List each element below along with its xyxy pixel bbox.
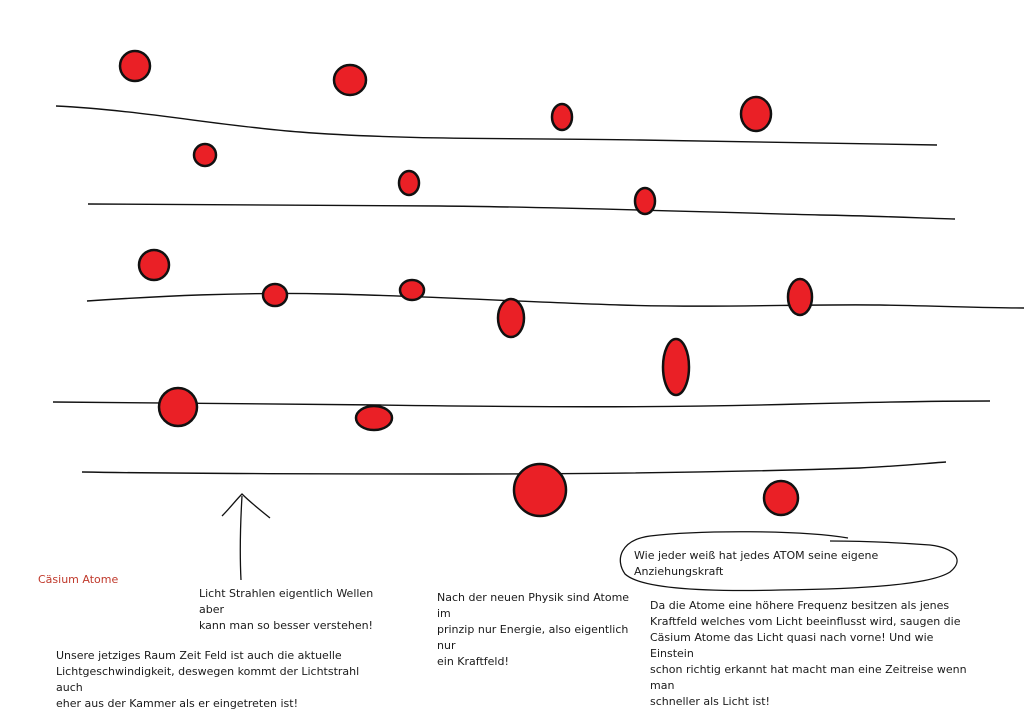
atom: [498, 299, 524, 337]
atom: [399, 171, 419, 195]
caesium-atoms-label: Cäsium Atome: [38, 573, 119, 586]
atom: [120, 51, 150, 81]
atom: [263, 284, 287, 306]
atom: [514, 464, 566, 516]
light-ray-line: [87, 293, 1024, 308]
attraction-bubble-text: Wie jeder weiß hat jedes ATOM seine eigene Anziehungskraft: [634, 549, 879, 578]
atom: [159, 388, 197, 426]
atom: [334, 65, 366, 95]
atom: [356, 406, 392, 430]
atom: [552, 104, 572, 130]
atom: [139, 250, 169, 280]
atom: [635, 188, 655, 214]
atom: [400, 280, 424, 300]
atom: [741, 97, 771, 131]
up-arrow-icon: [222, 494, 270, 580]
atom: [194, 144, 216, 166]
atom: [764, 481, 798, 515]
frequency-note: Da die Atome eine höhere Frequenz besitzen als jenes Kraftfeld welches vom Licht beeinflusst wird, saugen die Cäsium Atome das Licht quasi nach vorne! Und wie Einstein schon richtig erkannt hat macht man eine Zeitreise wenn man schneller als Licht ist!: [650, 599, 967, 708]
atom: [788, 279, 812, 315]
light-ray-line: [82, 462, 946, 474]
caesium-atoms: [120, 51, 812, 516]
light-rays-note: Licht Strahlen eigentlich Wellen aber kann man so besser verstehen!: [199, 587, 374, 632]
light-ray-line: [56, 106, 937, 145]
atom: [663, 339, 689, 395]
spacetime-field-note: Unsere jetziges Raum Zeit Feld ist auch die aktuelle Lichtgeschwindigkeit, deswegen kommt der Lichtstrahl auch eher aus der Kammer als er eingetreten ist!: [56, 649, 360, 710]
light-ray-line: [88, 204, 955, 219]
new-physics-note: Nach der neuen Physik sind Atome im prinzip nur Energie, also eigentlich nur ein Kraftfeld!: [437, 591, 630, 668]
